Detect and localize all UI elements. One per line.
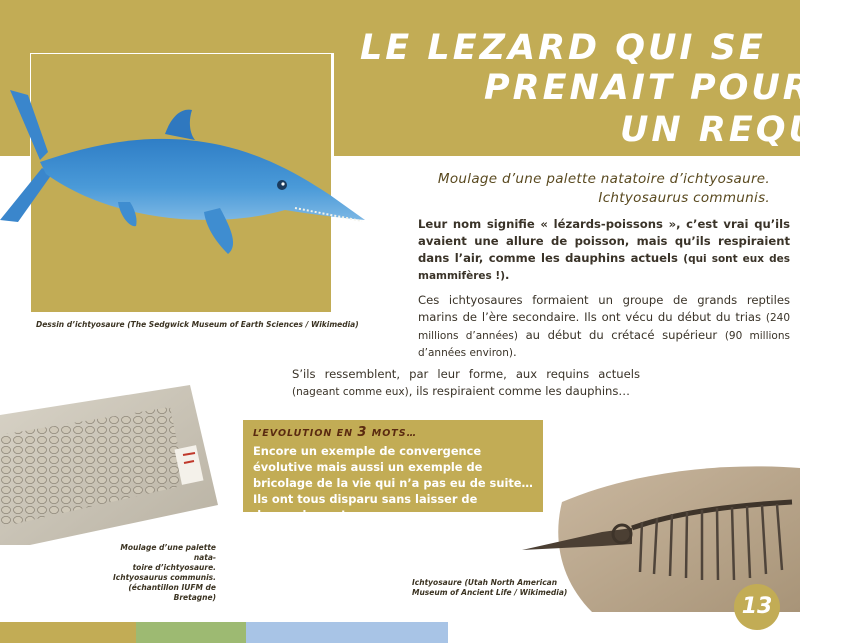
skeleton-caption-line-2: Museum of Ancient Life / Wikimedia) (412, 588, 568, 597)
evolution-box-title (253, 425, 533, 440)
subtitle (360, 170, 770, 208)
paragraph-1-end: . (505, 268, 510, 283)
page-number: 13 (734, 584, 780, 630)
footer-bar-green (136, 622, 246, 643)
subtitle-line-1: Moulage d’une palette natatoire d’ichtyosaure. (437, 171, 770, 187)
evolution-title-a: L’EVOLUTION EN (253, 428, 354, 439)
evolution-box-text: Encore un exemple de convergence évolutive mais aussi un exemple de bricolage de la vie qui n’a pas eu de suite… Ils ont tous disparu sans laisser de descendance ! (253, 444, 533, 522)
paragraph-3 (292, 366, 640, 401)
paragraph-2-aside1: (240 millions d’années) (418, 311, 791, 342)
paragraph-1 (418, 216, 790, 285)
paragraph-2-end: . (512, 345, 517, 360)
flipper-caption-line-3: Ichtyosaurus communis. (113, 573, 216, 582)
evolution-title-number: 3 (357, 425, 368, 440)
flipper-caption (106, 543, 216, 603)
paragraph-3-part1: S’ils ressemblent, par leur forme, aux requins actuels (292, 367, 640, 381)
flipper-caption-line-2: toire d’ichtyosaure. (132, 563, 216, 572)
title-line-1: LE LEZARD QUI SE (360, 28, 766, 68)
paragraph-1-aside: (qui sont eux des mammifères !) (418, 252, 790, 283)
title-line-2: PRENAIT POUR (484, 68, 813, 108)
paragraph-2-aside2: (90 millions d’années environ) (418, 329, 790, 360)
skeleton-caption (412, 578, 572, 598)
ichthyosaur-drawing (0, 90, 370, 260)
paragraph-2 (418, 292, 790, 362)
flipper-caption-line-4: (échantillon IUFM de Bretagne) (128, 583, 216, 602)
paragraph-2-part1: Ces ichtyosaures formaient un groupe de grands reptiles marins de l’ère secondaire. Ils ont vécu du début du trias (418, 293, 790, 324)
flipper-fossil-photo (0, 385, 218, 545)
subtitle-line-2: Ichtyosaurus communis. (598, 190, 770, 206)
paragraph-2-part2: au début du crétacé supérieur (525, 327, 718, 342)
drawing-caption: Dessin d’ichtyosaure (The Sedgwick Museum of Earth Sciences / Wikimedia) (36, 320, 359, 329)
footer-bar-gold (0, 622, 136, 643)
paragraph-1-main: Leur nom signifie « lézards-poissons », c’est vrai qu’ils avaient une allure de poisson, mais qu’ils respiraient dans l’air, comme les dauphins actuels (418, 217, 790, 265)
flipper-caption-line-1: Moulage d’une palette nata- (120, 543, 216, 562)
paragraph-3-part2: , ils respiraient comme les dauphins… (408, 383, 631, 398)
skeleton-caption-line-1: Ichtyosaure (Utah North American (412, 578, 558, 587)
evolution-title-c: MOTS… (371, 428, 418, 439)
evolution-box (243, 420, 543, 522)
title-line-3: UN REQUIN (620, 110, 868, 150)
footer-bar-blue (246, 622, 448, 643)
paragraph-3-aside: (nageant comme eux) (292, 385, 409, 398)
